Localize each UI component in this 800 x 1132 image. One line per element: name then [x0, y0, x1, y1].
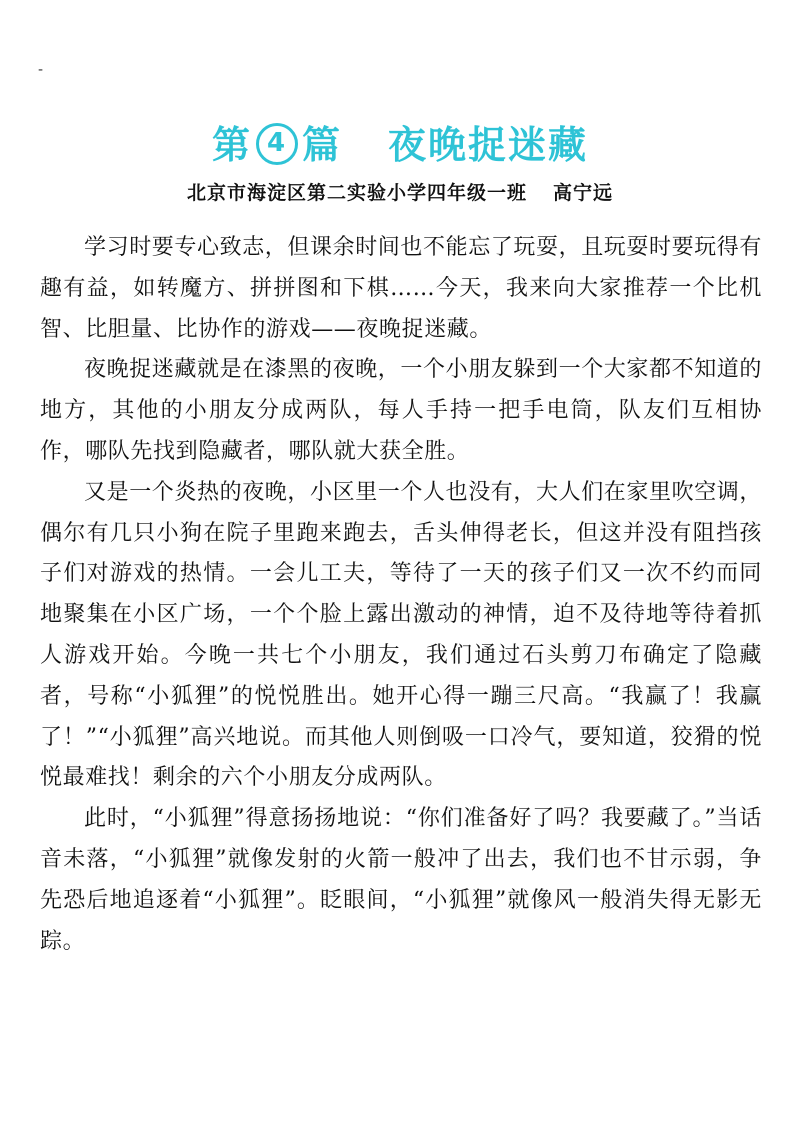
title-suffix: 篇 — [301, 123, 342, 168]
page-corner-mark: - — [38, 62, 44, 78]
article-number-badge: 4 — [256, 123, 298, 165]
article-title — [0, 117, 800, 173]
school-class: 北京市海淀区第二实验小学四年级一班 — [186, 182, 527, 204]
paragraph-2: 夜晚捉迷藏就是在漆黑的夜晚，一个小朋友躲到一个大家都不知道的地方，其他的小朋友分成两队，每人手持一把手电筒，队友们互相协作，哪队先找到隐藏者，哪队就大获全胜。 — [40, 357, 763, 464]
article-body — [40, 228, 762, 962]
title-prefix: 第 — [211, 123, 252, 168]
author-name: 高宁远 — [553, 182, 614, 204]
byline — [0, 178, 800, 205]
paragraph-3: 又是一个炎热的夜晚，小区里一个人也没有，大人们在家里吹空调，偶尔有几只小狗在院子里跑来跑去，舌头伸得老长，但这并没有阻挡孩子们对游戏的热情。一会儿工夫，等待了一天的孩子们又一次不约而同地聚集在小区广场，一个个脸上露出激动的神情，迫不及待地等待着抓人游戏开始。今晚一共七个小朋友，我们通过石头剪刀布确定了隐藏者，号称“小狐狸”的悦悦胜出。她开心得一蹦三尺高。“我赢了！我赢了！”“小狐狸”高兴地说。而其他人则倒吸一口冷气，要知道，狡猾的悦悦最难找！剩余的六个小朋友分成两队。 — [40, 479, 763, 791]
paragraph-1: 学习时要专心致志，但课余时间也不能忘了玩耍，且玩耍时要玩得有趣有益，如转魔方、拼拼图和下棋……今天，我来向大家推荐一个比机智、比胆量、比协作的游戏——夜晚捉迷藏。 — [40, 235, 763, 342]
article-name: 夜晚捉迷藏 — [388, 123, 589, 168]
paragraph-4: 此时，“小狐狸”得意扬扬地说：“你们准备好了吗？我要藏了。”当话音未落，“小狐狸”就像发射的火箭一般冲了出去，我们也不甘示弱，争先恐后地追逐着“小狐狸”。眨眼间，“小狐狸”就像风一般消失得无影无踪。 — [40, 806, 762, 954]
